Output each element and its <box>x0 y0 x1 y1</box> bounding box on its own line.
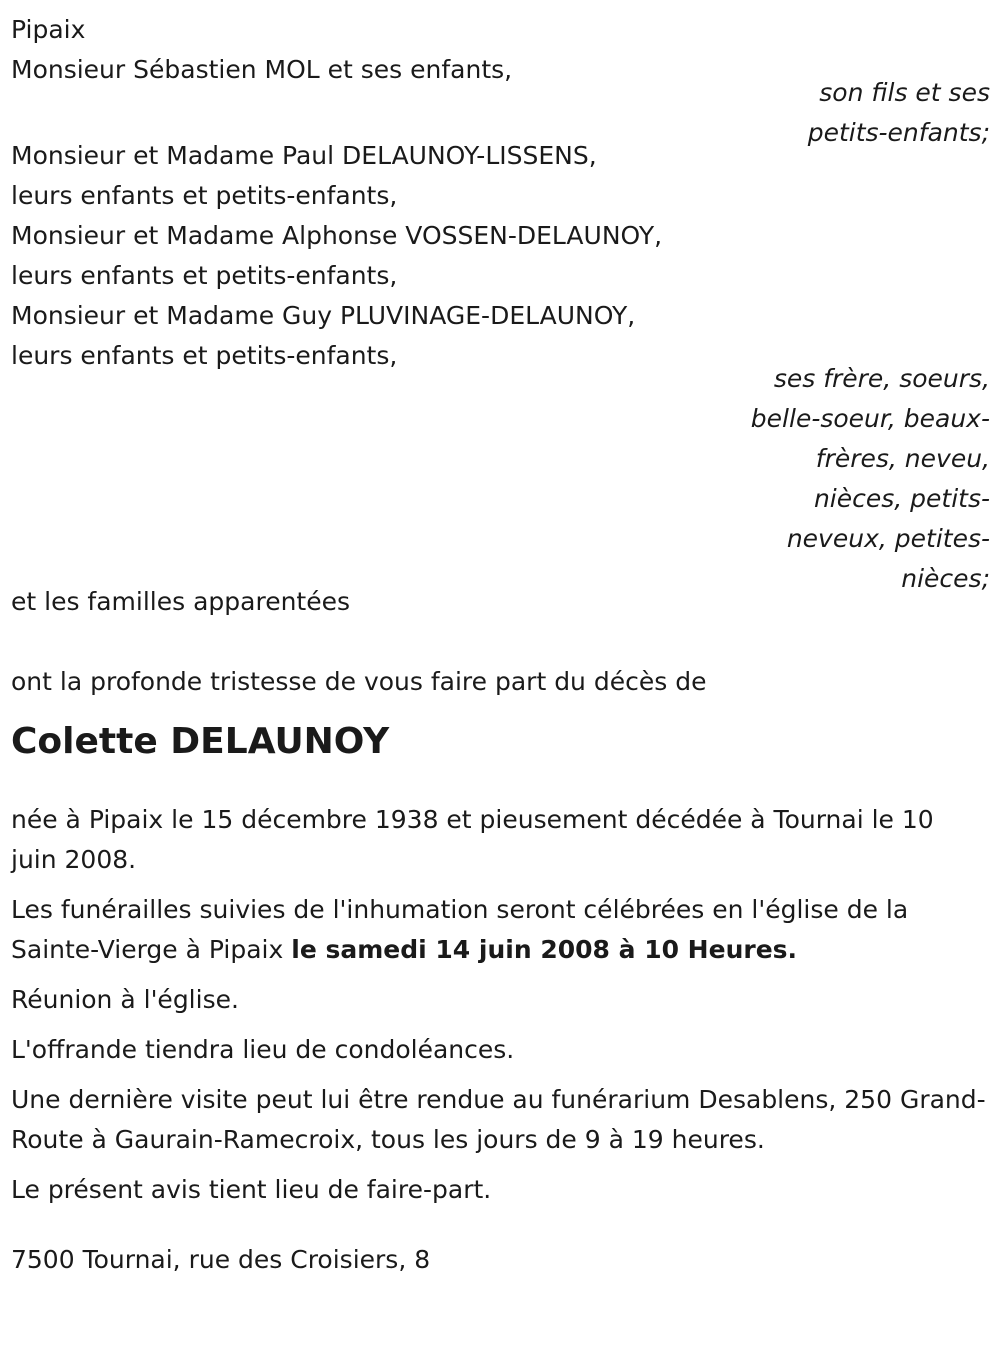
relation-note-son <box>745 73 990 153</box>
relation-note-line: nièces; <box>901 564 990 593</box>
family-line: Monsieur et Madame Guy PLUVINAGE-DELAUNOY, <box>11 301 636 330</box>
birth-death-paragraph: née à Pipaix le 15 décembre 1938 et pieusement décédée à Tournai le 10 juin 2008. <box>11 805 934 874</box>
visit-paragraph: Une dernière visite peut lui être rendue au funérarium Desablens, 250 Grand-Route à Gaurain-Ramecroix, tous les jours de 9 à 19 heures. <box>11 1085 986 1154</box>
families-line: et les familles apparentées <box>11 587 351 616</box>
relation-note-line: belle-soeur, beaux- <box>750 404 990 433</box>
location-line: Pipaix <box>11 15 86 44</box>
relation-note-line: neveux, petites- <box>786 524 990 553</box>
family-list <box>11 136 990 376</box>
meeting-paragraph: Réunion à l'église. <box>11 985 239 1014</box>
notice-paragraph: Le présent avis tient lieu de faire-part. <box>11 1175 492 1204</box>
relation-note-line: frères, neveu, <box>815 444 990 473</box>
funeral-paragraph <box>11 890 986 970</box>
deceased-name: Colette DELAUNOY <box>11 721 390 762</box>
family-line: leurs enfants et petits-enfants, <box>11 181 398 210</box>
relation-note-siblings <box>745 359 990 599</box>
relation-note-line: petits-enfants; <box>807 118 990 147</box>
family-line: Monsieur et Madame Paul DELAUNOY-LISSENS, <box>11 141 597 170</box>
son-line: Monsieur Sébastien MOL et ses enfants, <box>11 55 513 84</box>
family-line: leurs enfants et petits-enfants, <box>11 341 398 370</box>
address-line: 7500 Tournai, rue des Croisiers, 8 <box>11 1245 431 1274</box>
family-line: leurs enfants et petits-enfants, <box>11 261 398 290</box>
funeral-text: Les funérailles suivies de l'inhumation seront célébrées en l'église de la Sainte-Vierge à Pipaix <box>11 895 909 964</box>
announcement-line: ont la profonde tristesse de vous faire part du décès de <box>11 667 707 696</box>
relation-note-line: ses frère, soeurs, <box>773 364 990 393</box>
relation-note-line: son fils et ses <box>819 78 990 107</box>
relation-note-line: nièces, petits- <box>813 484 990 513</box>
offering-paragraph: L'offrande tiendra lieu de condoléances. <box>11 1035 515 1064</box>
funeral-date: le samedi 14 juin 2008 à 10 Heures. <box>291 935 798 964</box>
family-line: Monsieur et Madame Alphonse VOSSEN-DELAUNOY, <box>11 221 663 250</box>
